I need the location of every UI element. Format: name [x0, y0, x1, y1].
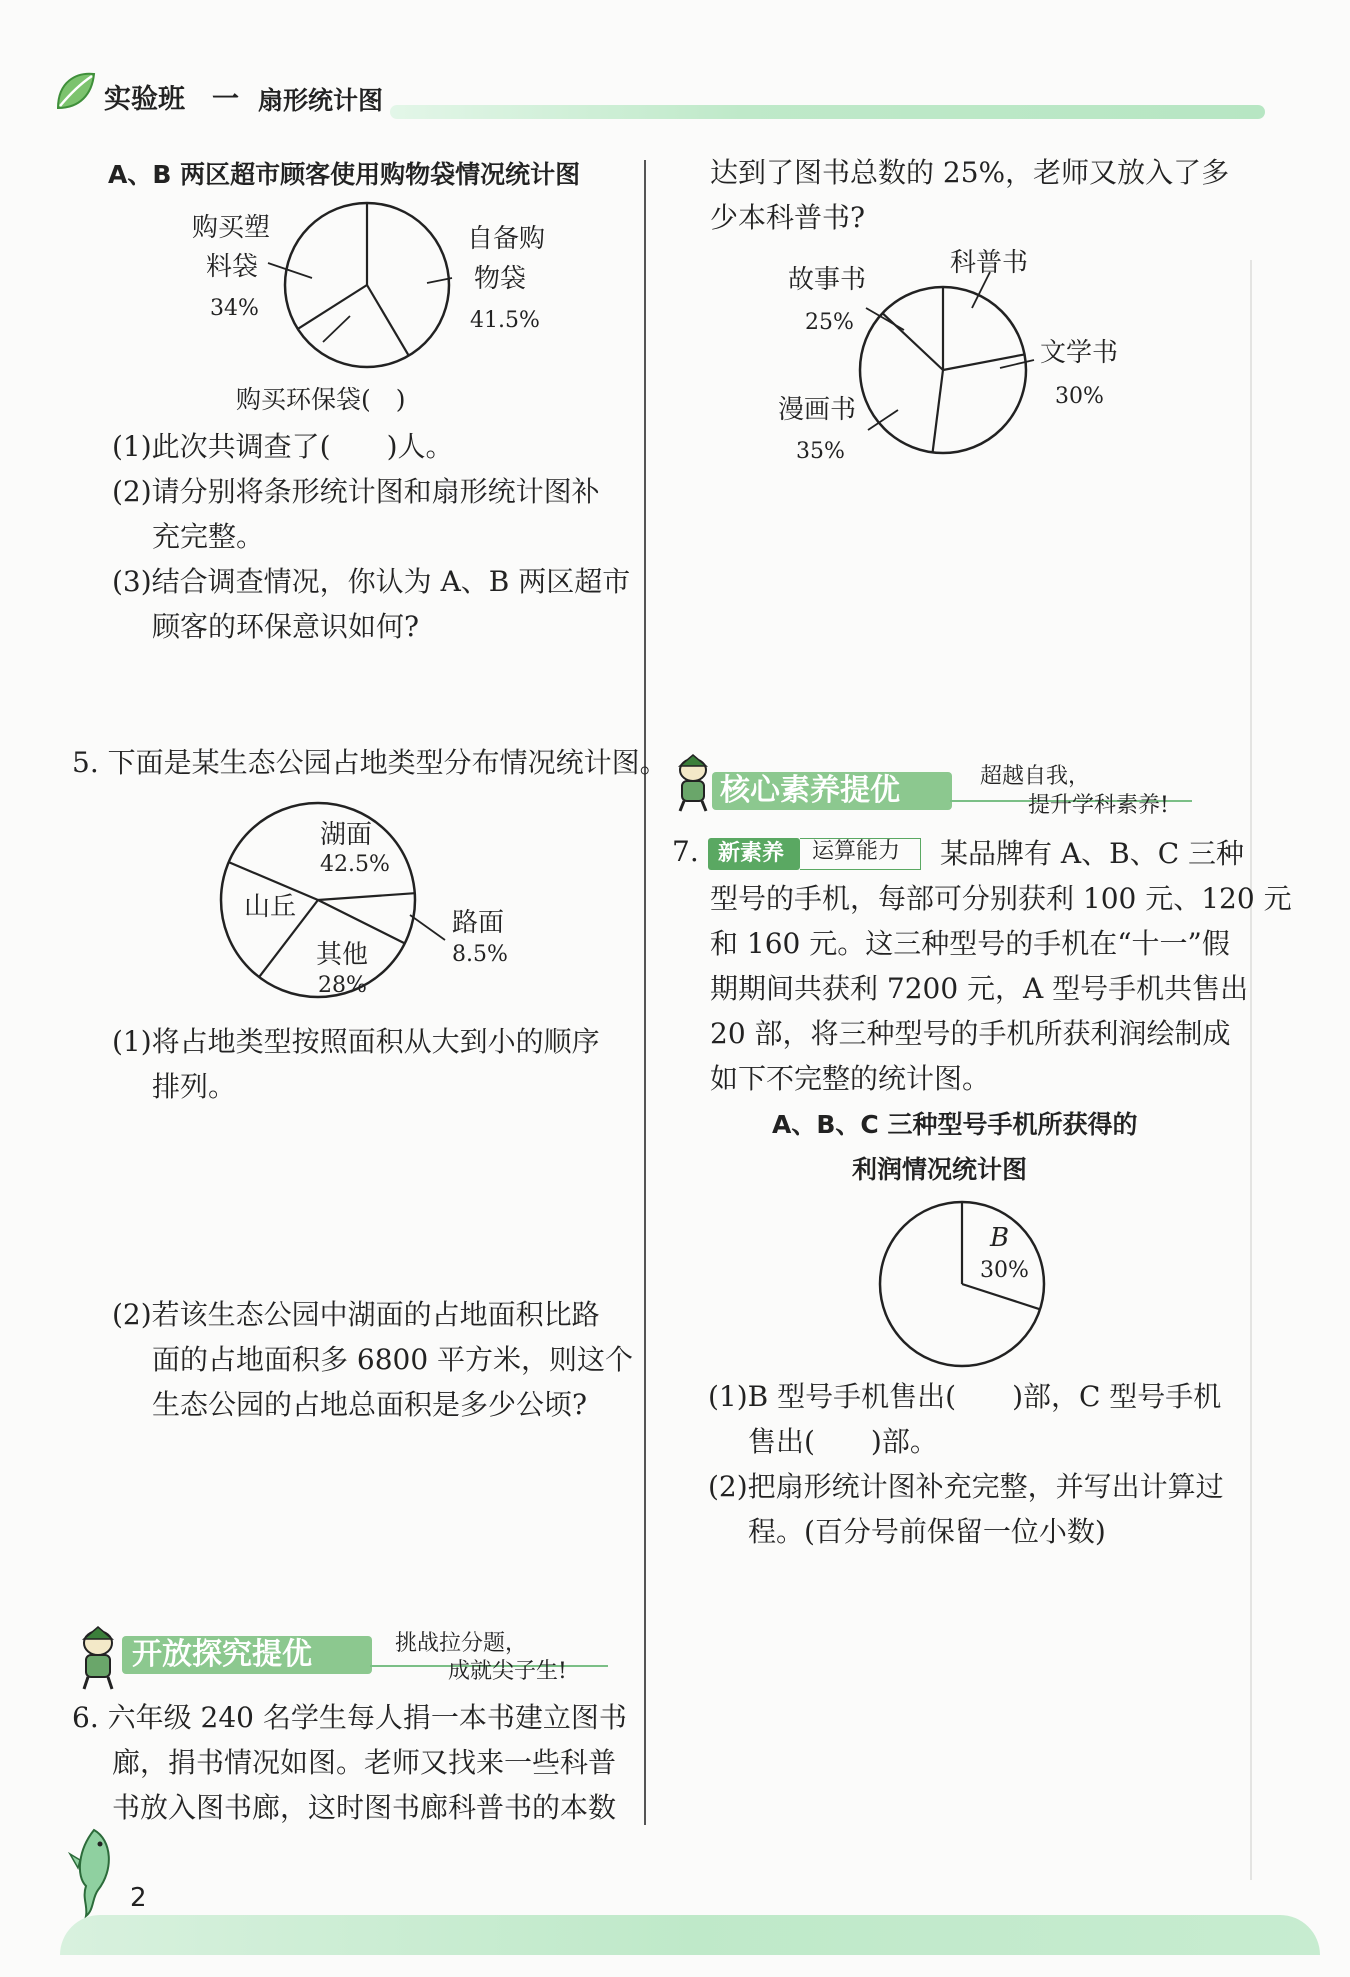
q7-tag-new-text: 新素养 [718, 841, 785, 866]
chart3-label: 故事书 [788, 265, 867, 295]
q4-line: 充完整。 [152, 520, 265, 553]
header-chapter: 扇形统计图 [258, 86, 384, 115]
chart4-label: B [990, 1223, 1010, 1253]
dolphin-icon [64, 1820, 124, 1920]
chart3-label: 30% [1055, 384, 1104, 409]
header-brand: 实验班 [104, 84, 185, 115]
section-open-slogan: 成就尖子生! [448, 1659, 567, 1684]
chart1-label: 购买塑 [192, 213, 271, 243]
chart2-label: 湖面 [320, 820, 373, 850]
q7-sub-line: 程。(百分号前保留一位小数) [748, 1515, 1106, 1548]
chart1-label: 自备购 [467, 224, 546, 254]
chart2-label: 其他 [316, 940, 369, 970]
chart4-label: 30% [980, 1258, 1029, 1283]
chart1-label: 41.5% [470, 308, 540, 333]
q6-cont-line: 达到了图书总数的 25%，老师又放入了多 [710, 156, 1230, 189]
q6-line: 廊，捐书情况如图。老师又找来一些科普 [112, 1746, 617, 1779]
section-open-slogan: 挑战拉分题， [395, 1631, 528, 1656]
chart1-label: 34% [210, 296, 259, 321]
chart1-label: 物袋 [474, 264, 527, 294]
footer-wave [60, 1915, 1320, 1955]
chart3-label: 35% [796, 439, 845, 464]
q7-number: 7. [672, 835, 699, 868]
chart3-label: 25% [805, 310, 854, 335]
q7-line: 某品牌有 A、B、C 三种 [940, 837, 1245, 870]
q7-line: 20 部，将三种型号的手机所获利润绘制成 [710, 1017, 1231, 1050]
q6-line: 书放入图书廊，这时图书廊科普书的本数 [112, 1791, 617, 1824]
q7-sub-line: (1)B 型号手机售出( )部，C 型号手机 [708, 1380, 1222, 1413]
chart2-label: 山丘 [244, 892, 297, 922]
q6-cont-line: 少本科普书? [710, 201, 866, 234]
q5-intro-text: 5. 下面是某生态公园占地类型分布情况统计图。 [72, 746, 668, 779]
page-number: 2 [130, 1883, 147, 1913]
chart2-label: 8.5% [452, 942, 508, 967]
q7-sub-line: (2)把扇形统计图补充完整，并写出计算过 [708, 1470, 1224, 1503]
chart3-label: 文学书 [1040, 338, 1119, 368]
chart1-title: A、B 两区超市顾客使用购物袋情况统计图 [108, 160, 581, 189]
q4-line: (2)请分别将条形统计图和扇形统计图补 [112, 475, 600, 508]
q4-line: (1)此次共调查了( )人。 [112, 430, 454, 463]
q7-line: 如下不完整的统计图。 [710, 1062, 991, 1095]
q5a-line: 排列。 [152, 1070, 237, 1103]
q7-subquestions [708, 1374, 1224, 1554]
section-open-title: 开放探究提优 [132, 1637, 312, 1672]
q7-line: 型号的手机，每部可分别获利 100 元、120 元 [710, 882, 1292, 915]
chart1-label: 料袋 [206, 252, 259, 282]
q4-line: 顾客的环保意识如何? [152, 610, 420, 643]
section-core-title: 核心素养提优 [720, 773, 900, 808]
chart2-label: 28% [318, 973, 367, 998]
section-core-slogan: 提升学科素养! [1028, 793, 1169, 818]
chart1-label: 购买环保袋( ) [236, 385, 406, 414]
q7-line: 和 160 元。这三种型号的手机在“十一”假 [710, 927, 1230, 960]
chart2-label: 路面 [452, 908, 505, 938]
q5b-line: 面的占地面积多 6800 平方米，则这个 [152, 1343, 634, 1376]
chart4-title-line1: A、B、C 三种型号手机所获得的 [772, 1110, 1138, 1139]
q5b-line: (2)若该生态公园中湖面的占地面积比路 [112, 1298, 600, 1331]
q7-tag-skill-text: 运算能力 [812, 839, 901, 864]
chart4-title-line2: 利润情况统计图 [852, 1155, 1028, 1184]
q6-line: 6. 六年级 240 名学生每人捐一本书建立图书 [72, 1701, 627, 1734]
q5a-line: (1)将占地类型按照面积从大到小的顺序 [112, 1025, 600, 1058]
q4-line: (3)结合调查情况，你认为 A、B 两区超市 [112, 565, 631, 598]
q5b-line: 生态公园的占地总面积是多少公顷? [152, 1388, 588, 1421]
header-dash: 一 [212, 84, 239, 115]
q7-line: 期期间共获利 7200 元，A 型号手机共售出 [710, 972, 1249, 1005]
chart3-label: 漫画书 [778, 395, 857, 425]
section-core-slogan: 超越自我， [980, 764, 1091, 789]
chart3-label: 科普书 [950, 248, 1029, 278]
q7-sub-line: 售出( )部。 [748, 1425, 938, 1458]
chart2-label: 42.5% [320, 852, 390, 877]
pie-sector-boundary [962, 1284, 1040, 1309]
